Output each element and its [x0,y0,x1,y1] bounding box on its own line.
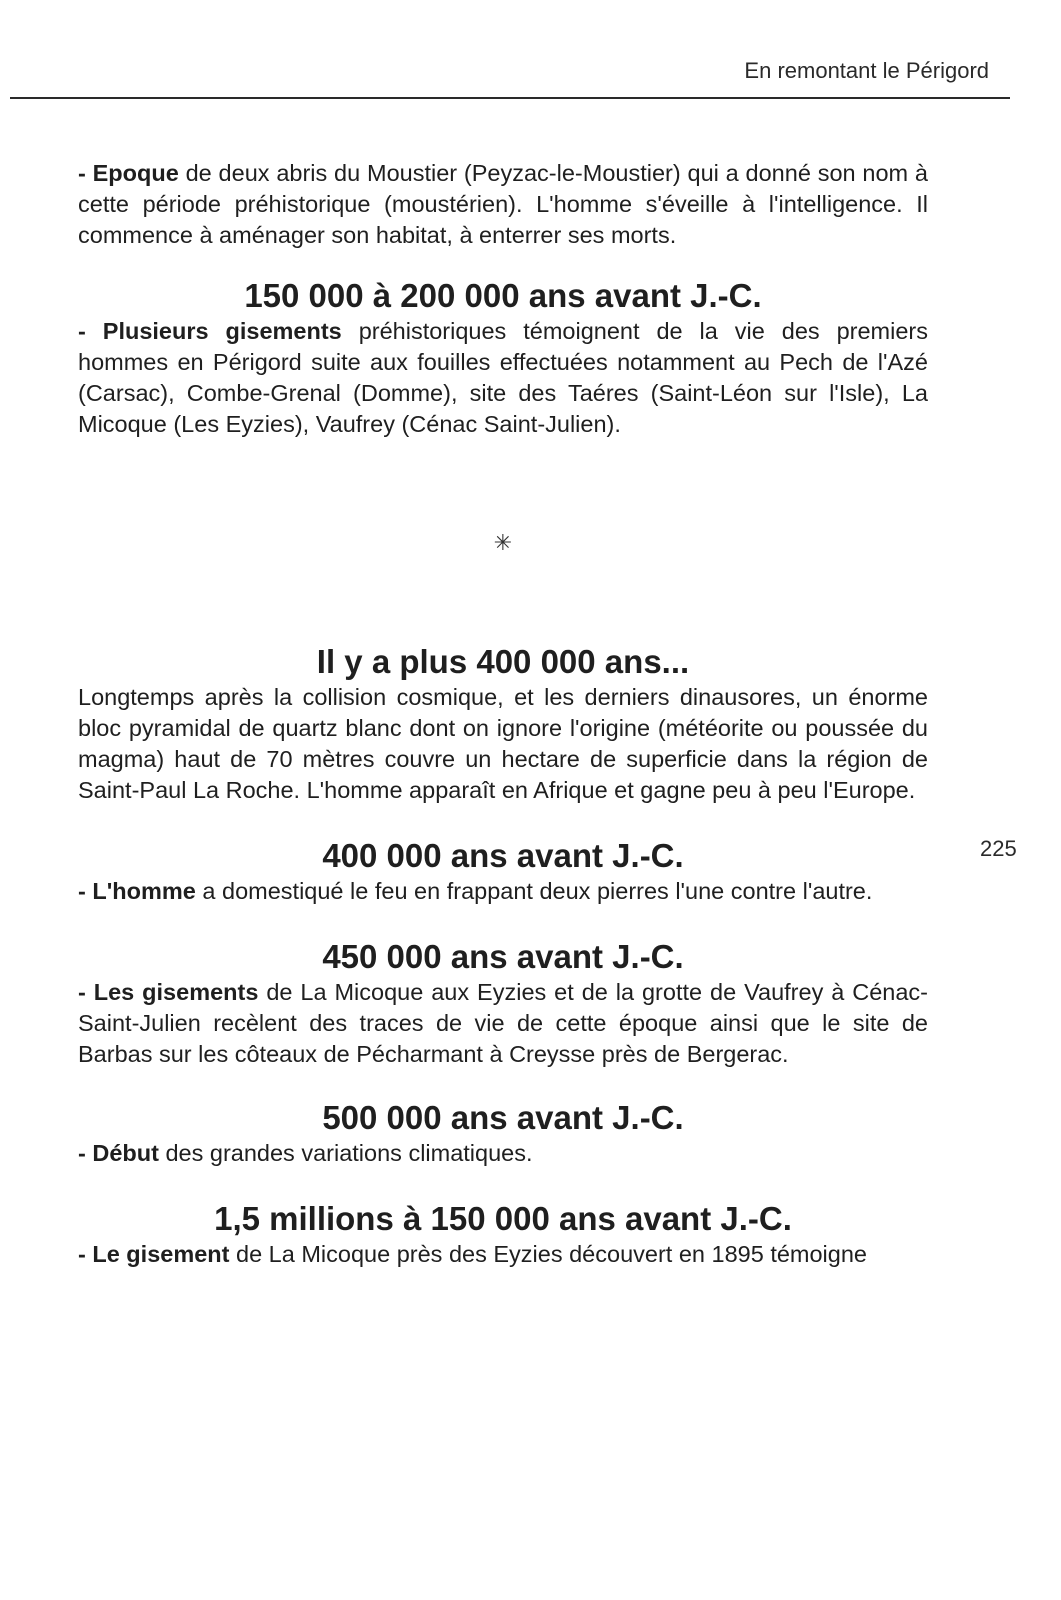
date-heading: 500 000 ans avant J.-C. [322,1099,684,1136]
date-heading: 150 000 à 200 000 ans avant J.-C. [244,277,762,314]
section-150000 [78,276,928,440]
paragraph [78,876,928,907]
page-number: 225 [980,836,1017,861]
paragraph-text: Longtemps après la collision cosmique, et les derniers dinausores, un énorme bloc pyramidal de quartz blanc dont on ignore l'origine (météorite ou poussée du magma) haut de 70 mètres couvre un hectare de superficie dans la région de Saint-Paul La Roche. L'homme apparaît en Afrique et gagne peu à peu l'Europe. [78,684,928,803]
paragraph-text: de deux abris du Moustier (Peyzac-le-Moustier) qui a donné son nom à cette période préhistorique (moustérien). L'homme s'éveille à l'intelligence. Il commence à aménager son habitat, à enterrer ses morts. [78,160,928,248]
paragraph-text: a domestiqué le feu en frappant deux pierres l'une contre l'autre. [195,878,873,904]
date-heading: 400 000 ans avant J.-C. [322,837,684,874]
paragraph [78,977,928,1070]
paragraph-text: préhistoriques témoignent de la vie des premiers hommes en Périgord suite aux fouilles effectuées notamment au Pech de l'Azé (Carsac), Combe-Grenal (Domme), site des Taéres (Saint-Léon sur l'Isle), La Micoque (Les Eyzies), Vaufrey (Cénac Saint-Julien). [78,318,928,437]
paragraph-text: des grandes variations climatiques. [158,1140,533,1166]
header-rule [10,97,1010,99]
lead-term: - Les gisements [78,979,259,1005]
section-400000 [78,836,928,907]
section-1-5-millions [78,1199,928,1270]
lead-term: - Epoque [78,160,179,186]
lead-term: - Plusieurs gisements [78,318,342,344]
section-moustier [78,158,928,251]
paragraph [78,1239,928,1270]
date-heading: 450 000 ans avant J.-C. [322,938,684,975]
date-heading: Il y a plus 400 000 ans... [316,643,690,680]
paragraph [78,1138,928,1169]
section-400000-plus [78,642,928,806]
page-body [78,158,928,1270]
section-separator: ✳ [493,530,513,555]
paragraph-text: de La Micoque aux Eyzies et de la grotte de Vaufrey à Cénac-Saint-Julien recèlent des traces de vie de cette époque ainsi que le site de Barbas sur les côteaux de Pécharmant à Creysse près de Bergerac. [78,979,928,1067]
paragraph [78,158,928,251]
section-500000 [78,1098,928,1169]
date-heading: 1,5 millions à 150 000 ans avant J.-C. [214,1200,792,1237]
paragraph [78,682,928,806]
running-title: En remontant le Périgord [744,58,989,83]
paragraph-text: de La Micoque près des Eyzies découvert en 1895 témoigne [229,1241,867,1267]
lead-term: - Le gisement [78,1241,230,1267]
paragraph [78,316,928,440]
lead-term: - Début [78,1140,159,1166]
lead-term: - L'homme [78,878,196,904]
section-450000 [78,937,928,1070]
